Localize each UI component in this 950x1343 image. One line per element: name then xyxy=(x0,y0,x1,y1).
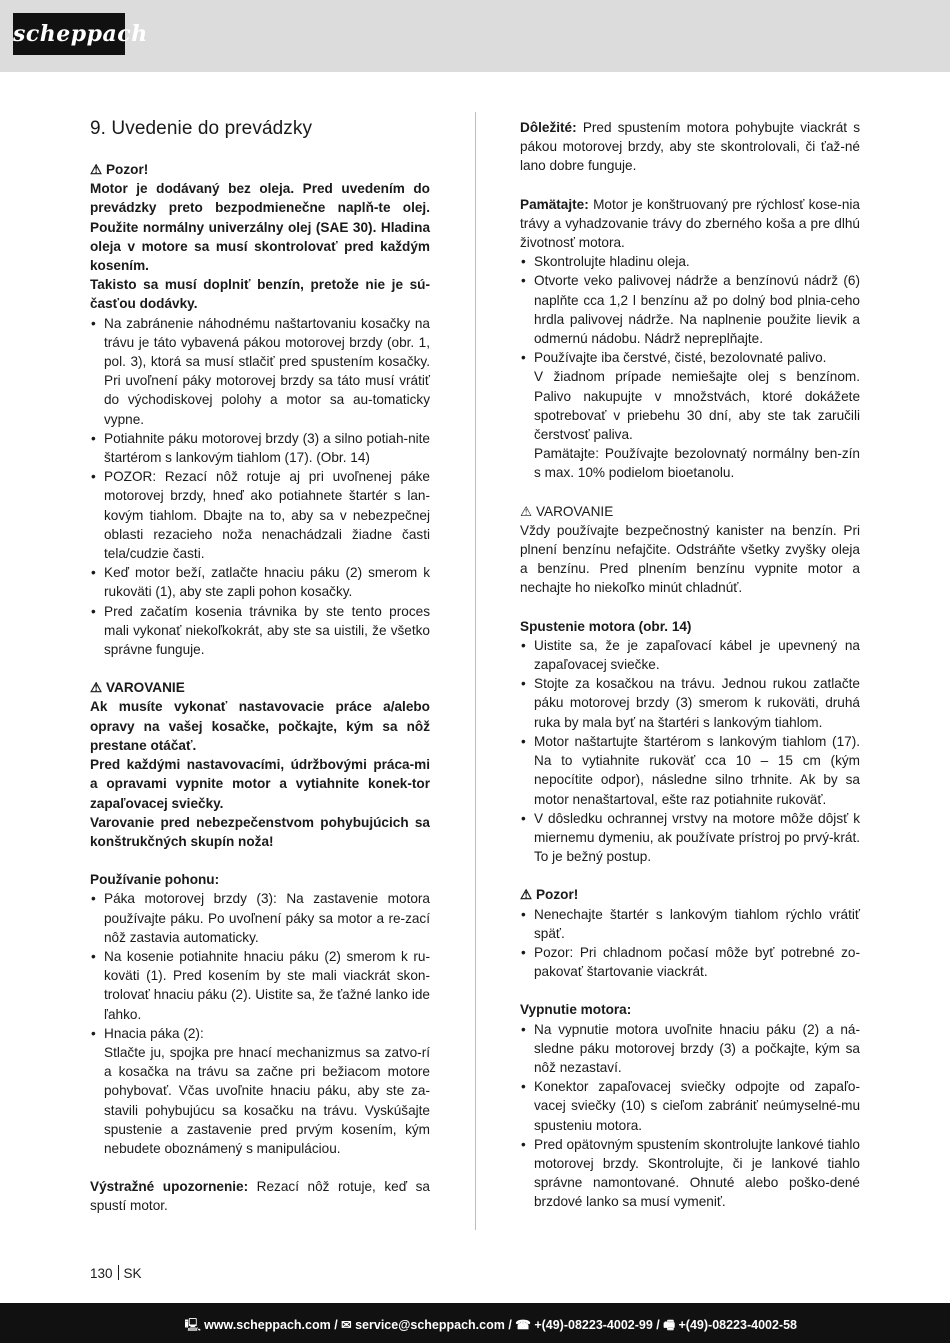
page-number: 130 SK xyxy=(90,1266,142,1281)
warning-icon: ⚠ xyxy=(90,162,106,177)
pozor-text-1: Motor je dodávaný bez oleja. Pred uvedením do prevádzky preto bezpodmienečne naplň-te olej. Použite normálny univerzálny olej (SAE 30). Hladina oleja v motore sa musí skontrolovať pred každým kosením. xyxy=(90,181,430,274)
contact-line: 🖳 www.scheppach.com / ✉ service@scheppach.com / ☎ +(49)-08223-4002-99 / 🖷 +(49)-08223-4002-58 xyxy=(184,1316,797,1337)
vystrazne-paragraph: Výstražné upozornenie: Rezací nôž rotuje, keď sa spustí motor. xyxy=(90,1179,430,1214)
dolezite-paragraph: Dôležité: Pred spustením motora pohybujte viackrát s pákou motorovej brzdy, aby ste skontrolovali, či ťaž-né lano dobre funguje. xyxy=(520,120,860,174)
start-bullet-list xyxy=(90,314,430,660)
list-item: • Stojte za kosačkou na trávu. Jednou rukou zatlačte páku motorovej brzdy (3) smerom k rukoväti, druhá ruka by mala byť na štartéri s lankovým tiahlom. xyxy=(520,674,860,732)
left-column xyxy=(90,118,430,1216)
warning-icon: ⚠ xyxy=(520,503,536,519)
warning-icon: ⚠ xyxy=(90,680,106,696)
palivo-text-2: Pamätajte: Používajte bezolovnatý normálny ben-zín s max. 10% podielom bioetanolu. xyxy=(534,446,860,481)
varovanie-text-1: Ak musíte vykonať nastavovacie práce a/alebo opravy na vašej kosačke, počkajte, kým sa nôž prestane otáčať. xyxy=(90,699,430,753)
list-item: • Pred opätovným spustením skontrolujte lankové tiahlo motorovej brzdy. Skontrolujte, či je lankové tiahlo správne namontované. Ohnuté alebo poško-dené brzdové lanko sa musí vymeniť. xyxy=(520,1135,860,1212)
list-item: • Motor naštartujte štartérom s lankovým tiahlom (17). Na to vytiahnite rukoväť cca 10 – 15 cm (kým nepocítite odpor), následne silno trhnite. Ak by sa motor nenaštartoval, ešte raz potiahnite rukoväť. xyxy=(520,732,860,809)
column-divider xyxy=(475,112,476,1230)
list-item: • Na kosenie potiahnite hnaciu páku (2) smerom k ru-koväti (1). Pred kosením by ste mali viackrát skon-trolovať hnaciu páku (2). Uistite sa, že ťažné lanko ide ľahko. xyxy=(90,947,430,1024)
header-bar xyxy=(0,0,950,72)
pozor-bullet-list xyxy=(520,905,860,982)
language-code: SK xyxy=(123,1266,142,1281)
list-item: • Pred začatím kosenia trávnika by ste tento proces mali vykonať niekoľkokrát, aby ste sa uistili, že všetko správne funguje. xyxy=(90,602,430,660)
palivo-text-1: V žiadnom prípade nemiešajte olej s benzínom. Palivo nakupujte v množstvách, ktoré dokážete spotrebovať v priebehu 30 dní, aby ste tak zaručili čerstvosť paliva. xyxy=(534,369,860,443)
warning-icon: ⚠ xyxy=(520,887,536,903)
list-item: • Na vypnutie motora uvoľnite hnaciu páku (2) a ná-sledne páku motorovej brzdy (3) a počkajte, kým sa nôž nezastaví. xyxy=(520,1020,860,1078)
varovanie-heading: ⚠ VAROVANIE xyxy=(90,680,185,696)
list-item: • Pozor: Pri chladnom počasí môže byť potrebné zo-pakovať štartovanie viackrát. xyxy=(520,943,860,981)
list-item: • Používajte iba čerstvé, čisté, bezolovnaté palivo. V žiadnom prípade nemiešajte olej s benzínom. Palivo nakupujte v množstvách, ktoré dokážete spotrebovať v priebehu 30 dní, aby ste tak zaručili čerstvosť paliva. Pamätajte: Používajte bezolovnatý normálny ben-zín s max. 10% podielom bioetanolu. xyxy=(520,348,860,482)
list-item: • Konektor zapaľovacej sviečky odpojte od zapaľo-vacej sviečky (10) s cieľom zabrániť neúmyselné-mu spusteniu motora. xyxy=(520,1077,860,1135)
list-item: • Páka motorovej brzdy (3): Na zastavenie motora používajte páku. Po uvoľnení páky sa motor a re-zací nôž zastavia automaticky. xyxy=(90,889,430,947)
pohon-bullet-list xyxy=(90,889,430,1158)
spustenie-bullet-list xyxy=(520,636,860,866)
varovanie-text-3: Varovanie pred nebezpečenstvom pohybujúcich sa konštrukčných skupín noža! xyxy=(90,814,430,849)
vypnutie-heading: Vypnutie motora: xyxy=(520,1002,632,1018)
footer-bar xyxy=(0,1303,950,1343)
list-item: • POZOR: Rezací nôž rotuje aj pri uvoľnenej páke motorovej brzdy, hneď ako potiahnete štartér s lan-kovým tiahlom. Dbajte na to, aby sa v nebezpečnej oblasti rezacieho noža nenachádzali žiadne časti tela/cudzie časti. xyxy=(90,467,430,563)
varovanie-heading-right: ⚠ VAROVANIE xyxy=(520,503,614,519)
list-item: • Hnacia páka (2): Stlačte ju, spojka pre hnací mechanizmus sa zatvo-rí a kosačka na trávu sa začne pri bežiacom motore pohybovať. Včas uvoľnite hnaciu páku, aby ste za-stavili pohybujúcu sa kosačku na trávu. Vyskúšajte spustenie a zastavenie pred prvým kosením, kým nebudete oboznámený s manipuláciou. xyxy=(90,1024,430,1158)
list-item: • Nenechajte štartér s lankovým tiahlom rýchlo vrátiť späť. xyxy=(520,905,860,943)
list-item: • Na zabránenie náhodnému naštartovaniu kosačky na trávu je táto vybavená pákou motorovej brzdy (obr. 1, pol. 3), ktorá sa musí stlačiť pred spustením kosačky. Pri uvoľnení páky motorovej brzdy sa táto musí vrátiť do východiskovej polohy a motor sa au-tomaticky vypne. xyxy=(90,314,430,429)
list-item: • Skontrolujte hladinu oleja. xyxy=(520,252,860,271)
list-item: • V dôsledku ochrannej vrstvy na motore môže dôjsť k miernemu dymeniu, ak používate prístroj po prvý-krát. To je bežný postup. xyxy=(520,809,860,867)
list-item: • Potiahnite páku motorovej brzdy (3) a silno potiah-nite štartérom s lankovým tiahlom (17). (Obr. 14) xyxy=(90,429,430,467)
fuel-bullet-list xyxy=(520,252,860,482)
spustenie-heading: Spustenie motora (obr. 14) xyxy=(520,618,692,634)
pozor-text-2: Takisto sa musí doplniť benzín, pretože nie je sú-časťou dodávky. xyxy=(90,277,430,312)
varovanie-text-right: Vždy používajte bezpečnostný kanister na benzín. Pri plnení benzínu nefajčite. Odstráňte všetky zvyšky oleja a benzínu. Pred plnením benzínu vypnite motor a nechajte ho niekoľko minút chladnúť. xyxy=(520,522,860,596)
list-item: • Keď motor beží, zatlačte hnaciu páku (2) smerom k rukoväti (1), aby ste zapli pohon kosačky. xyxy=(90,563,430,601)
pozor-heading: ⚠ Pozor! xyxy=(90,162,149,177)
list-item: • Uistite sa, že je zapaľovací kábel je upevnený na zapaľovacej sviečke. xyxy=(520,636,860,674)
scheppach-logo: scheppach xyxy=(13,13,125,55)
varovanie-text-2: Pred každými nastavovacími, údržbovými práca-mi a opravami vypnite motor a vytiahnite konek-tor zapaľovacej sviečky. xyxy=(90,757,430,811)
pamatajte-paragraph: Pamätajte: Motor je konštruovaný pre rýchlosť kose-nia trávy a vyhadzovanie trávy do zberného koša a pre dlhú životnosť motora. xyxy=(520,196,860,251)
right-column xyxy=(520,118,860,1212)
computer-icon: 🖳 xyxy=(184,1318,202,1332)
pohon-heading: Používanie pohonu: xyxy=(90,872,220,888)
list-item: • Otvorte veko palivovej nádrže a benzínovú nádrž (6) naplňte cca 1,2 l benzínu až po dolný bod plnia-ceho hrdla palivovej nádrže. Na naplnenie použite lievik a odmernú nádobu. Nádrž nepreplňajte. xyxy=(520,271,860,348)
pozor-heading-right: ⚠ Pozor! xyxy=(520,887,579,903)
vypnutie-bullet-list xyxy=(520,1020,860,1212)
hnacia-text: Stlačte ju, spojka pre hnací mechanizmus sa zatvo-rí a kosačka na trávu sa začne pri bežiacom motore pohybovať. Včas uvoľnite hnaciu páku, aby ste za-stavili pohybujúcu sa kosačku na trávu. Vyskúšajte spustenie a zastavenie pred prvým kosením, kým nebudete oboznámený s manipuláciou. xyxy=(104,1044,430,1156)
section-title: 9. Uvedenie do prevádzky xyxy=(90,118,313,139)
